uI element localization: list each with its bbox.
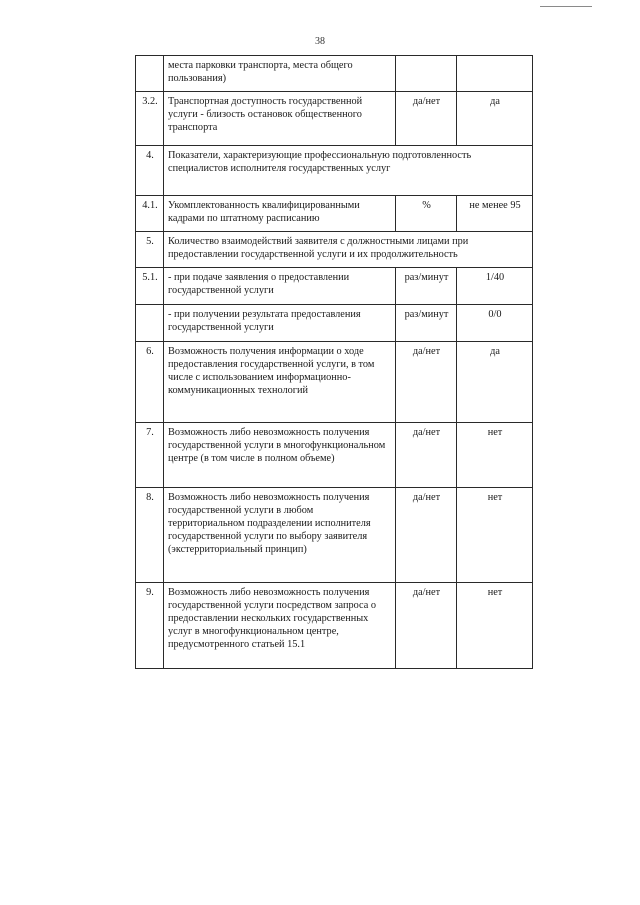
row-number: 5. xyxy=(136,232,164,268)
table-row xyxy=(136,196,533,232)
row-value: нет xyxy=(457,423,533,488)
row-unit: % xyxy=(396,196,457,232)
table-row xyxy=(136,488,533,583)
corner-mark xyxy=(540,6,592,7)
row-description: Возможность либо невозможность получения государственной услуги в любом территориальном подразделении исполнителя государственной услуги по выбору заявителя (экстерриториальный принцип) xyxy=(164,488,396,583)
row-unit xyxy=(396,56,457,92)
row-number: 4. xyxy=(136,146,164,196)
row-description: Укомплектованность квалифицированными кадрами по штатному расписанию xyxy=(164,196,396,232)
row-unit: раз/минут xyxy=(396,268,457,305)
table-section-row xyxy=(136,232,533,268)
table-row xyxy=(136,56,533,92)
row-value: нет xyxy=(457,583,533,669)
row-number xyxy=(136,305,164,342)
row-value: 0/0 xyxy=(457,305,533,342)
row-description: - при подаче заявления о предоставлении государственной услуги xyxy=(164,268,396,305)
table-row xyxy=(136,92,533,146)
row-unit: раз/минут xyxy=(396,305,457,342)
row-number: 4.1. xyxy=(136,196,164,232)
row-unit: да/нет xyxy=(396,583,457,669)
row-unit: да/нет xyxy=(396,423,457,488)
indicators-table xyxy=(135,55,533,669)
section-title: Показатели, характеризующие профессиональную подготовленность специалистов исполнителя государственных услуг xyxy=(164,146,533,196)
row-value: да xyxy=(457,342,533,423)
row-value: да xyxy=(457,92,533,146)
row-number: 5.1. xyxy=(136,268,164,305)
row-description: Транспортная доступность государственной услуги - близость остановок общественного транспорта xyxy=(164,92,396,146)
table-row xyxy=(136,305,533,342)
row-number: 9. xyxy=(136,583,164,669)
row-unit: да/нет xyxy=(396,342,457,423)
row-value: 1/40 xyxy=(457,268,533,305)
table-row xyxy=(136,342,533,423)
table-row xyxy=(136,423,533,488)
row-number: 6. xyxy=(136,342,164,423)
row-value xyxy=(457,56,533,92)
section-title: Количество взаимодействий заявителя с должностными лицами при предоставлении государственной услуги и их продолжительность xyxy=(164,232,533,268)
row-number: 7. xyxy=(136,423,164,488)
row-number: 8. xyxy=(136,488,164,583)
row-number xyxy=(136,56,164,92)
row-description: места парковки транспорта, места общего пользования) xyxy=(164,56,396,92)
table-row xyxy=(136,268,533,305)
table-row xyxy=(136,583,533,669)
page-number: 38 xyxy=(315,36,325,47)
row-unit: да/нет xyxy=(396,488,457,583)
row-description: Возможность либо невозможность получения государственной услуги посредством запроса о предоставлении нескольких государственных услуг в многофункциональном центре, предусмотренного статьей 15.1 xyxy=(164,583,396,669)
row-unit: да/нет xyxy=(396,92,457,146)
row-description: Возможность получения информации о ходе предоставления государственной услуги, в том числе с использованием информационно-коммуникационных технологий xyxy=(164,342,396,423)
row-value: нет xyxy=(457,488,533,583)
row-description: Возможность либо невозможность получения государственной услуги в многофункциональном центре (в том числе в полном объеме) xyxy=(164,423,396,488)
row-value: не менее 95 xyxy=(457,196,533,232)
table-section-row xyxy=(136,146,533,196)
row-number: 3.2. xyxy=(136,92,164,146)
row-description: - при получении результата предоставления государственной услуги xyxy=(164,305,396,342)
